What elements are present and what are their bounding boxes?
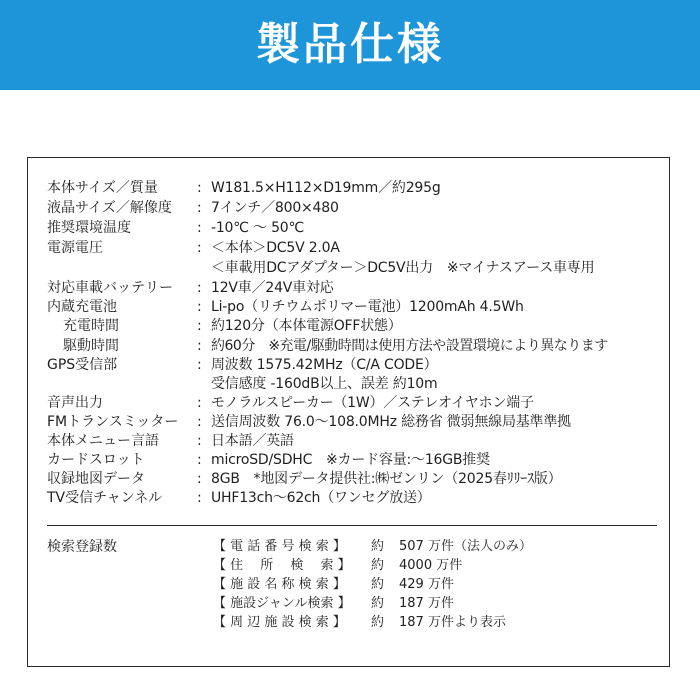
spec-row-menu-language xyxy=(47,431,294,451)
search-heading: 検索登録数 xyxy=(47,539,117,555)
spec-colon: : xyxy=(197,471,202,487)
search-row xyxy=(213,537,532,557)
spec-row-audio xyxy=(47,393,534,413)
spec-value: W181.5×H112×D19mm／約295g xyxy=(211,180,441,196)
spec-row-battery-vehicle xyxy=(47,278,334,298)
search-count: 187 万件 xyxy=(399,596,454,611)
search-category: 【 住 所 検 索 】 xyxy=(213,558,351,573)
spec-label: 電源電圧 xyxy=(47,240,103,256)
spec-colon: : xyxy=(197,318,202,334)
search-count: 4000 万件 xyxy=(399,558,463,573)
spec-row-internal-battery xyxy=(47,297,524,317)
spec-value: microSD/SDHC ※カード容量:～16GB推奨 xyxy=(211,452,490,468)
spec-colon: : xyxy=(197,299,202,315)
search-category: 【 周 辺 施 設 検 索 】 xyxy=(213,615,346,630)
spec-label: 推奨環境温度 xyxy=(47,220,131,236)
section-divider xyxy=(47,525,657,526)
spec-label: カードスロット xyxy=(47,452,145,468)
spec-row-size-weight xyxy=(47,178,441,198)
spec-row-temperature xyxy=(47,218,304,238)
spec-label: 本体サイズ／質量 xyxy=(47,180,158,196)
spec-label: 充電時間 xyxy=(63,318,119,334)
spec-value: 約120分（本体電源OFF状態） xyxy=(211,318,402,334)
search-approx: 約 xyxy=(371,539,385,554)
spec-row-tv-channel xyxy=(47,488,431,508)
spec-row-power-adapter xyxy=(47,258,594,278)
spec-colon: : xyxy=(197,357,202,373)
spec-row-charge-time xyxy=(47,316,402,336)
spec-colon: : xyxy=(197,338,202,354)
spec-value: -10℃ ～ 50℃ xyxy=(211,220,305,236)
spec-colon: : xyxy=(197,200,202,216)
spec-row-run-time xyxy=(47,336,608,356)
spec-colon: : xyxy=(197,414,202,430)
search-category: 【 施設ジャンル検索 】 xyxy=(213,596,351,611)
spec-label: 本体メニュー言語 xyxy=(47,433,159,449)
spec-row-power xyxy=(47,238,340,258)
spec-colon: : xyxy=(197,433,202,449)
spec-row-card-slot xyxy=(47,450,490,470)
spec-label: 内蔵充電池 xyxy=(47,299,117,315)
spec-value: 12V車／24V車対応 xyxy=(211,280,334,296)
spec-label: 駆動時間 xyxy=(63,338,119,354)
spec-colon: : xyxy=(197,240,202,256)
search-category: 【 電 話 番 号 検 索 】 xyxy=(213,539,346,554)
spec-label: 液晶サイズ／解像度 xyxy=(47,200,172,216)
spec-value: 送信周波数 76.0～108.0MHz 総務省 微弱無線局基準準拠 xyxy=(211,414,571,430)
spec-value: ＜車載用DCアダプター＞DC5V出力 ※マイナスアース車専用 xyxy=(211,260,595,276)
search-row xyxy=(213,594,454,614)
spec-value: 7インチ／800×480 xyxy=(211,200,339,216)
spec-value: 8GB *地図データ提供社:㈱ゼンリン（2025春ﾘﾘｰｽ版） xyxy=(211,471,562,487)
spec-value: 日本語／英語 xyxy=(211,433,294,449)
spec-row-gps xyxy=(47,355,437,375)
search-approx: 約 xyxy=(371,596,385,611)
spec-label: GPS受信部 xyxy=(47,357,118,373)
spec-label: 収録地図データ xyxy=(47,471,145,487)
spec-value: 周波数 1575.42MHz（C/A CODE） xyxy=(211,357,438,373)
spec-value: 約60分 ※充電/駆動時間は使用方法や設置環境により異なります xyxy=(211,338,608,354)
spec-row-display xyxy=(47,198,339,218)
search-row xyxy=(213,575,454,595)
spec-colon: : xyxy=(197,452,202,468)
spec-colon: : xyxy=(197,395,202,411)
search-approx: 約 xyxy=(371,558,385,573)
spec-value: UHF13ch～62ch（ワンセグ放送） xyxy=(211,490,431,506)
search-count: 187 万件より表示 xyxy=(399,615,506,630)
search-row xyxy=(213,556,462,576)
spec-row-fm-transmitter xyxy=(47,412,571,432)
spec-label: 音声出力 xyxy=(47,395,103,411)
spec-colon: : xyxy=(197,490,202,506)
spec-colon: : xyxy=(197,180,202,196)
page-title: 製品仕様 xyxy=(256,19,444,70)
search-approx: 約 xyxy=(371,577,385,592)
spec-label: TV受信チャンネル xyxy=(47,490,163,506)
spec-label: FMトランスミッター xyxy=(47,414,179,430)
spec-colon: : xyxy=(197,280,202,296)
spec-label: 対応車載バッテリー xyxy=(47,280,173,296)
search-count: 429 万件 xyxy=(399,577,454,592)
spec-colon: : xyxy=(197,220,202,236)
search-count: 507 万件（法人のみ） xyxy=(399,539,532,554)
spec-value: 受信感度 -160dB以上、誤差 約10m xyxy=(211,376,438,392)
search-row xyxy=(213,613,506,633)
spec-row-map-data xyxy=(47,469,562,489)
search-approx: 約 xyxy=(371,615,385,630)
spec-value: ＜本体＞DC5V 2.0A xyxy=(211,240,340,256)
header-banner xyxy=(0,0,700,90)
search-category: 【 施 設 名 称 検 索 】 xyxy=(213,577,346,592)
spec-value: Li-po（リチウムポリマー電池）1200mAh 4.5Wh xyxy=(211,299,524,315)
spec-value: モノラルスピーカー（1W）／ステレオイヤホン端子 xyxy=(211,395,534,411)
spec-row-gps-sensitivity xyxy=(47,374,437,394)
